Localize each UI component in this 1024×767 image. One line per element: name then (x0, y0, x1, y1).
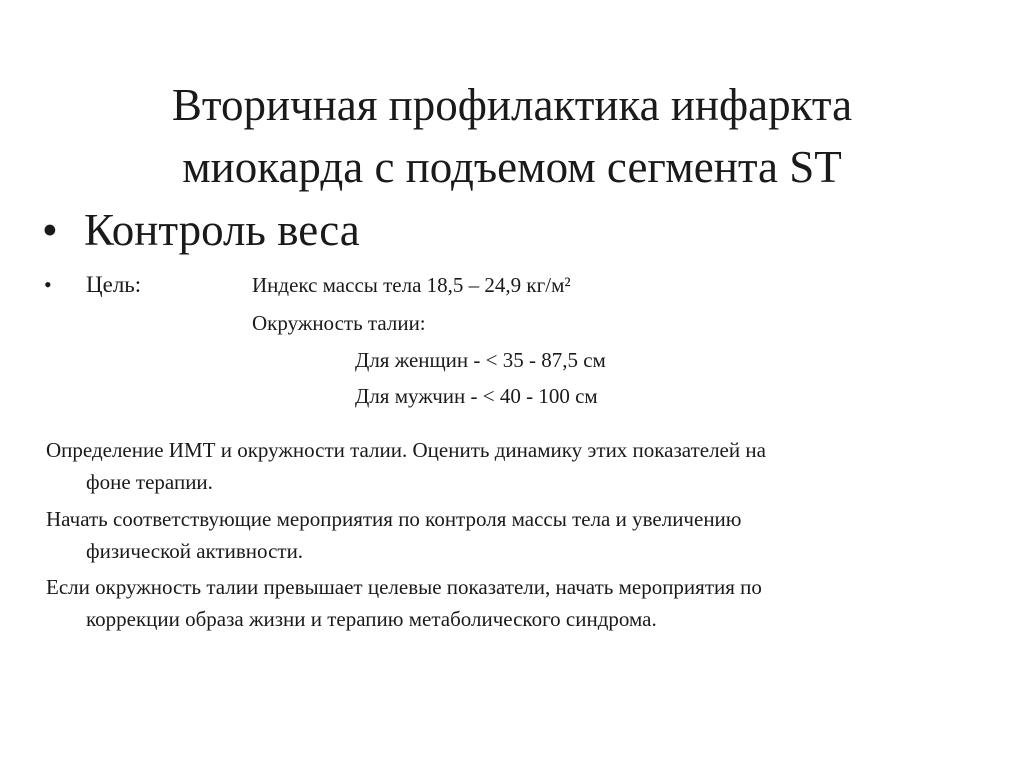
waist-label: Окружность талии: (252, 311, 426, 335)
paragraph-line: Если окружность талии превышает целевые показатели, начать мероприятия по (46, 575, 762, 599)
paragraph-bmi-assessment (46, 434, 986, 498)
paragraph-line: Начать соответствующие мероприятия по контроля массы тела и увеличению (46, 507, 742, 531)
paragraph-weight-activity (46, 503, 986, 567)
bullet-dot: • (44, 272, 52, 297)
slide-title (0, 74, 1024, 198)
paragraph-line: Определение ИМТ и окружности талии. Оценить динамику этих показателей на (46, 438, 766, 462)
paragraph-line: фоне терапии. (86, 470, 213, 494)
bmi-target: Индекс массы тела 18,5 – 24,9 кг/м² (252, 273, 571, 297)
main-bullet-weight-control (42, 200, 360, 260)
bullet-dot: • (42, 205, 58, 255)
paragraph-line: коррекции образа жизни и терапию метаболического синдрома. (86, 607, 657, 631)
title-line-1: Вторичная профилактика инфаркта (171, 80, 853, 131)
goal-bullet (44, 267, 141, 303)
goal-label: Цель: (86, 272, 142, 297)
waist-men: Для мужчин - < 40 - 100 см (355, 384, 598, 408)
main-bullet-text: Контроль веса (84, 205, 360, 255)
paragraph-metabolic-syndrome (46, 571, 986, 635)
title-line-2: миокарда с подъемом сегмента ST (182, 142, 842, 193)
paragraph-line: физической активности. (86, 539, 304, 563)
waist-women: Для женщин - < 35 - 87,5 см (355, 348, 606, 372)
